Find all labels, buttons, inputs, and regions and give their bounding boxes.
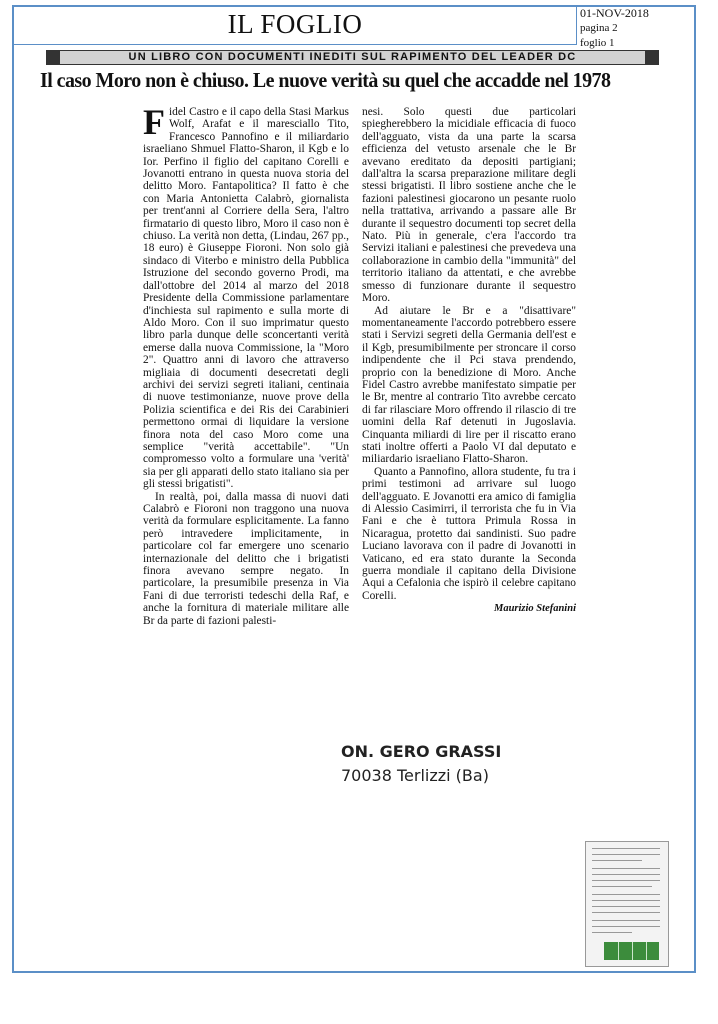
paragraph: Quanto a Pannofino, allora studente, fu tra i primi testimoni ad arrivare sul luogo dell'agguato. E Jovanotti era amico di famiglia di Alessio Casimirri, il terrorista che fu in Via Fani e che è tuttora Primula Rossa in Nicaragua, protetto dai sandinisti. Suo padre Luciano lavorava con il padre di Jovanotti in Vaticano, ed era stato durante la Seconda guerra mondiale il capitano della Divisione Aqui a Cefalonia che ispirò il celebre capitano Corelli. [362,465,576,602]
paragraph: Ad aiutare le Br e a "disattivare" momentaneamente l'accordo potrebbero essere stati i Servizi segreti della Germania dell'est e il Kgb, presumibilmente per stroncare il corso indipendente che il Pci stava prendendo, proprio con la benedizione di Moro. Anche Fidel Castro avrebbe manifestato simpatie per le Br, mentre al contrario Tito avrebbe cercato di far rilasciare Moro offrendo il rilascio di tre uomini della Raf detenuti in Jugoslavia. Cinquanta miliardi di lire per il riscatto erano stati inoltre offerti a Paolo VI dal deputato e miliardario israeliano Flatto-Sharon. [362,304,576,466]
paragraph: nesi. Solo questi due particolari spiegherebbero la micidiale efficacia di fuoco dell'agguato, vista da una parte la scarsa efficienza del vetusto arsenale che le Br avevano ereditato da depositi partigiani; dall'altra la scarsa preparazione militare degli stessi brigatisti. Il libro sostiene anche che le fazioni palestinesi giocarono un pesante ruolo nella trattativa, arrivando a passare alle Br durante il sequestro documenti top secret della Nato. Più in generale, c'era l'accordo tra Servizi italiani e palestinesi che prevedeva una collaborazione in cambio della "immunità" del territorio italiano da attentati, e che avrebbe smesso di funzionare durante il sequestro Moro. [362,106,576,305]
kicker-banner: UN LIBRO CON DOCUMENTI INEDITI SUL RAPIMENTO DEL LEADER DC [60,50,645,65]
paragraph: Fidel Castro e il capo della Stasi Markus Wolf, Arafat e il maresciallo Tito, Francesco Pannofino e il miliardario israeliano Shmuel Flatto-Sharon, il Kgb e lo Ior. Perfino il figlio del capitano Corelli e Jovanotti entrano in questa nuova storia del delitto Moro. Fantapolitica? Il fatto è che con Maria Antonietta Calabrò, giornalista per trent'anni al Corriere della Sera, l'altro firmatario di questo libro, Moro il caso non è chiuso. La verità non detta, (Lindau, 267 pp., 18 euro) è Giuseppe Fioroni. Non solo già sindaco di Viterbo e ministro della Pubblica Istruzione del secondo governo Prodi, ma dall'ottobre del 2014 al marzo del 2018 Presidente della Commissione parlamentare d'inchiesta sul rapimento e sulla morte di Aldo Moro. Con il suo imprimatur questo libro parla dunque delle sconcertanti verità emerse dalla nuova Commissione, la "Moro 2". Quattro anni di lavoro che attraverso migliaia di documenti desecretati degli archivi dei servizi segreti italiani, centinaia di nuove testimonianze, nuove prove della Polizia scientifica e dei Ris dei Carabinieri permettono ormai di liquidare la versione finora nota del caso Moro come una semplice "verità accettabile". "Un compromesso volto a formulare una 'verità' sia per gli apparati dello stato italiano sia per gli stessi brigatisti". [143,102,349,491]
thumbnail-highlight [604,942,659,960]
page-thumbnail [585,841,669,967]
newspaper-title: IL FOGLIO [227,9,363,39]
drop-cap: F [143,102,165,142]
clipping-sheet: foglio 1 [580,37,615,49]
byline: Maurizio Stefanini [494,603,576,615]
clipping-date: 01-NOV-2018 [580,6,649,20]
stamp-address: 70038 Terlizzi (Ba) [341,766,489,785]
page-frame [12,5,696,973]
article-column-2 [362,106,576,616]
article-column-1 [143,102,349,627]
sender-stamp [341,740,501,788]
masthead [14,7,577,45]
clipping-meta [580,6,649,51]
stamp-name: ON. GERO GRASSI [341,742,502,761]
clipping-page: pagina 2 [580,22,618,34]
paragraph: In realtà, poi, dalla massa di nuovi dati Calabrò e Fioroni non traggono una nuova verità da formulare esplicitamente. La fanno però intravedere implicitamente, in particolare col far emergere uno scenario internazionale del delitto che i brigatisti finora avevano sempre negato. In particolare, la presumibile presenza in Via Fani di due terroristi tedeschi della Raf, e anche la fornitura di materiale militare alle Br da parte di fazioni palesti- [143,490,349,627]
article-headline: Il caso Moro non è chiuso. Le nuove verità su quel che accadde nel 1978 [40,68,611,92]
